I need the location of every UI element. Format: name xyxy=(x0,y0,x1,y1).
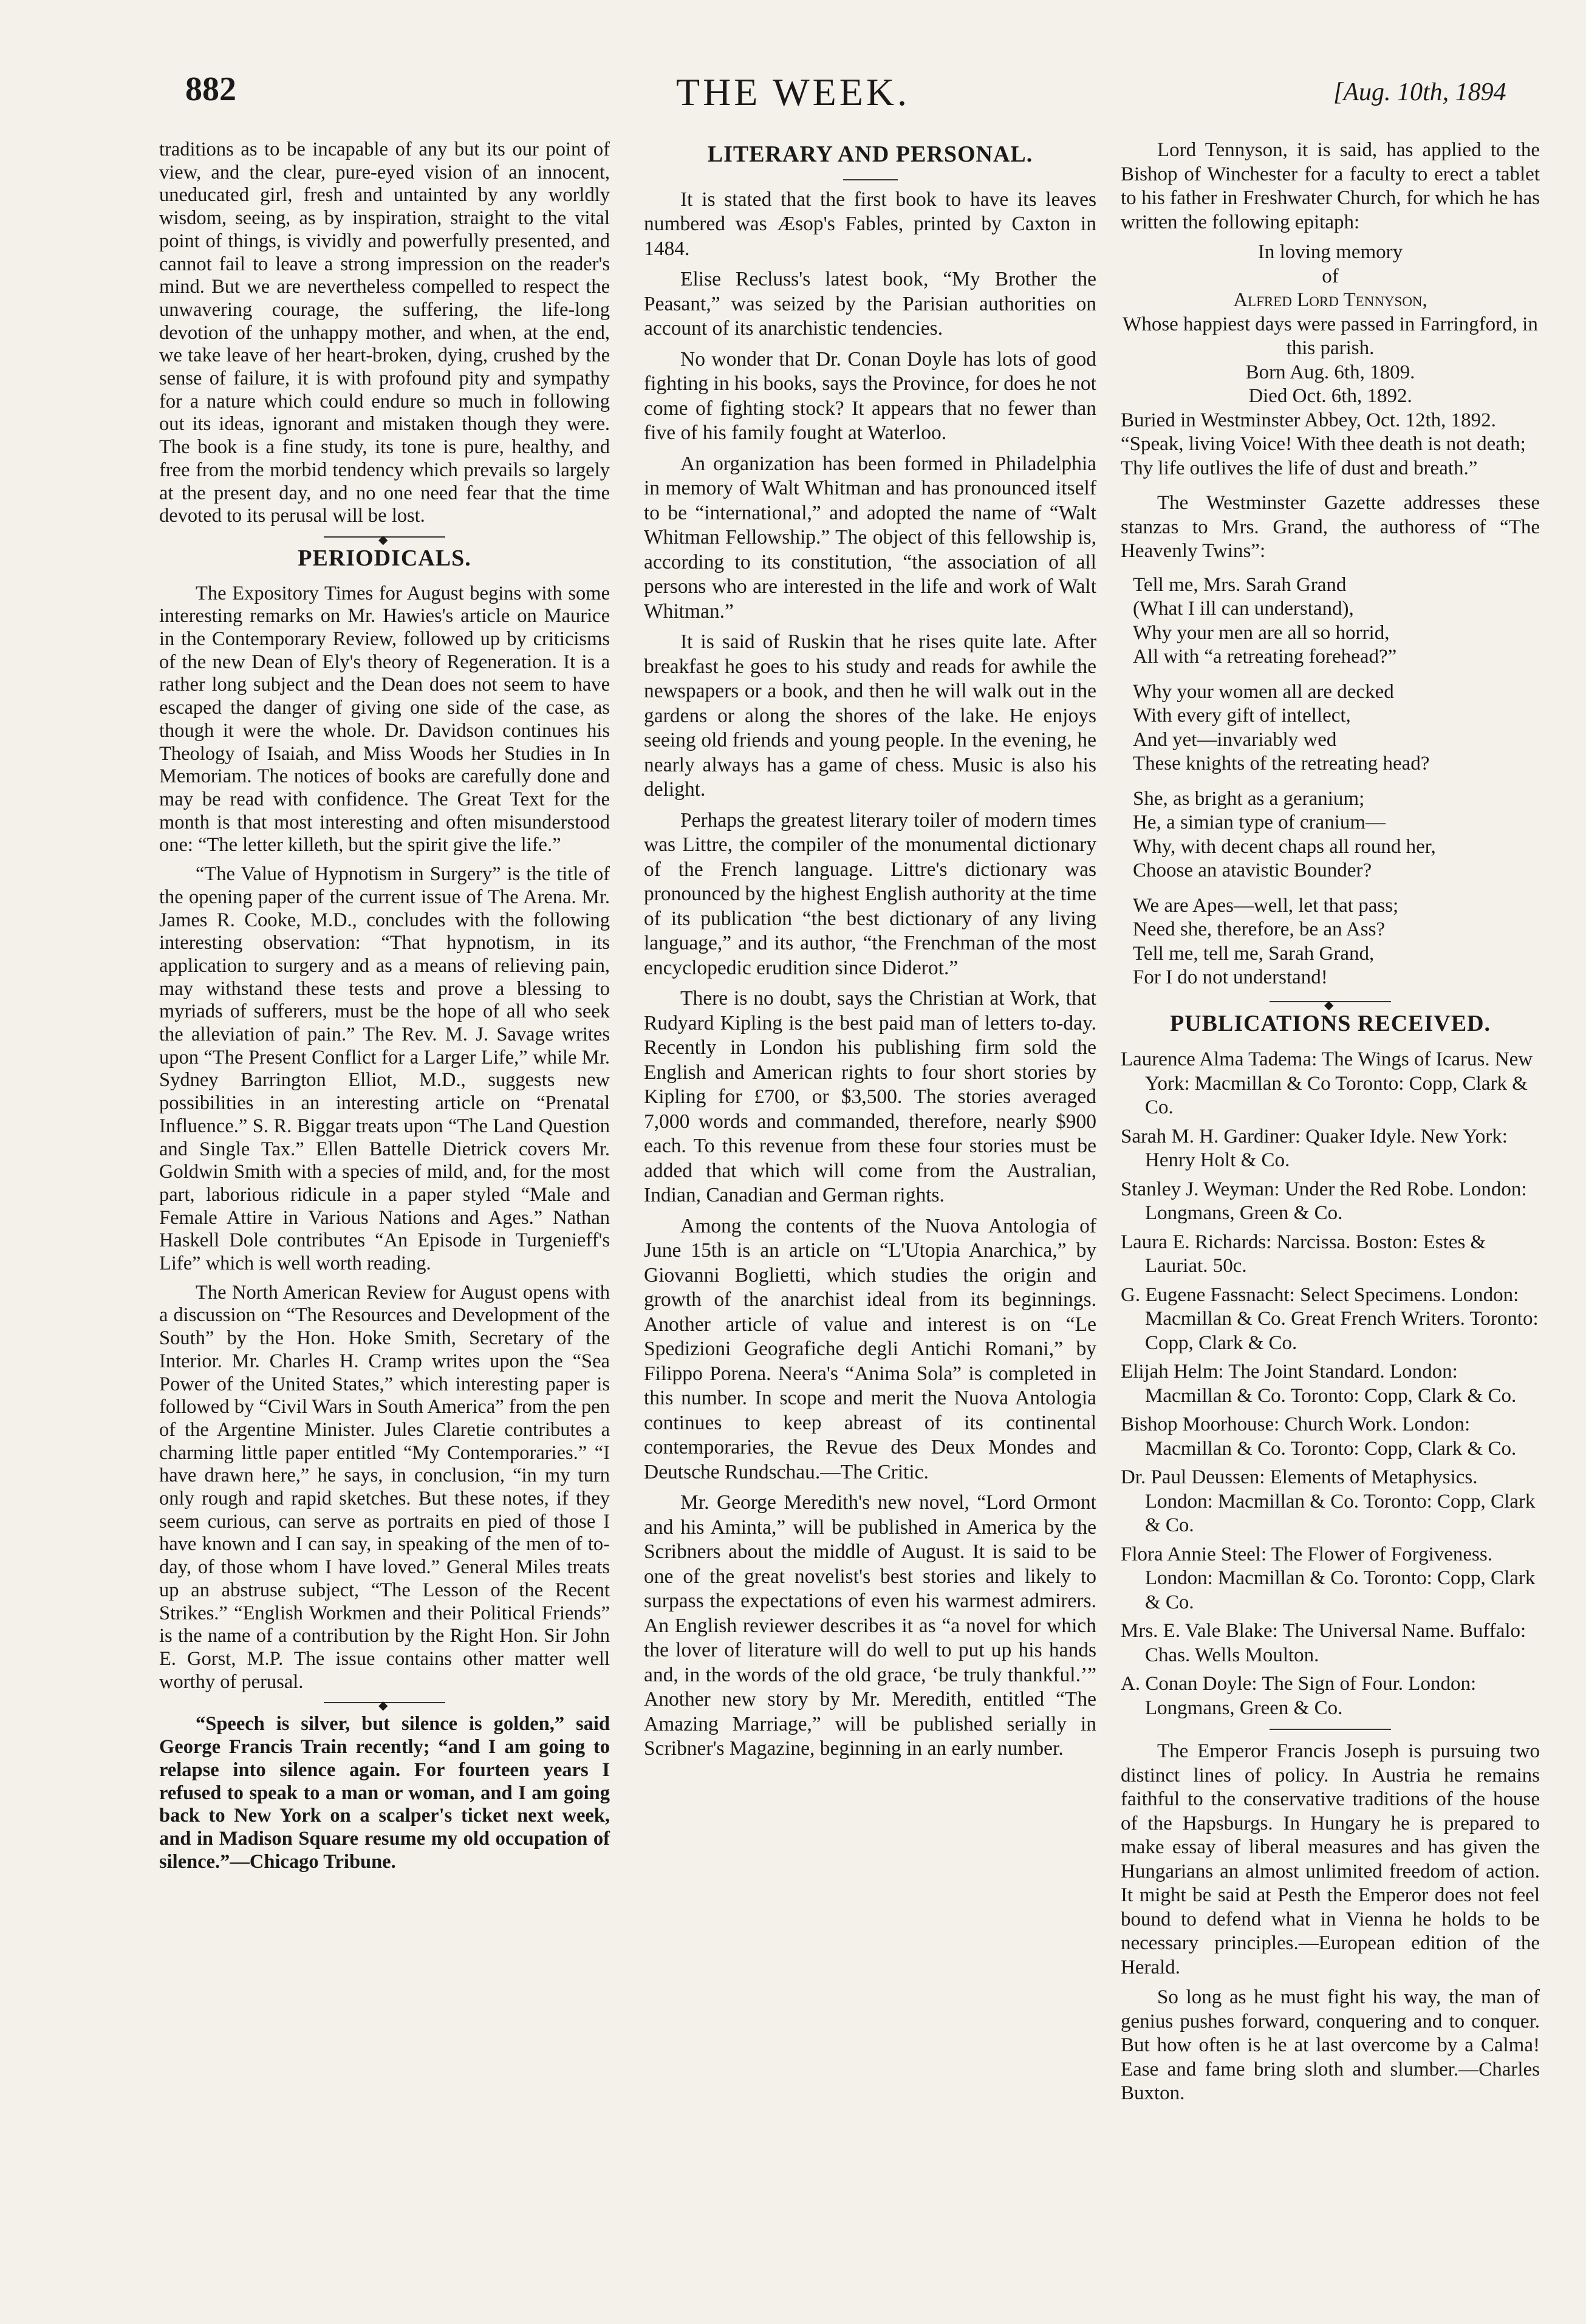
epitaph-line: Thy life outlives the life of dust and breath.” xyxy=(1121,457,1478,479)
north-american-review-paragraph: The North American Review for August opens with a discussion on “The Resources and Development of the South” by the Hon. Hoke Smith, Secretary of the Interior. Mr. Charles H. Cramp writes upon the “Sea Power of the United States,” which interesting paper is followed by “Civil Wars in South America” from the pen of the Argentine Minister. Jules Claretie contributes a charming little paper entitled “My Contemporaries.” “I have drawn here,” he says, in conclusion, “in my turn only rough and rapid sketches. But these notes, if they seem curious, can serve as portraits en pied of those I have known and I can say, in speaking of the men of to-day, of those whom I have loved.” General Miles treats up an abstruse subject, “The Lesson of the Recent Strikes.” “English Workmen and their Political Friends” is the name of a contribution by the Right Hon. Sir John E. Gorst, M.P. The issue contains other matter well worthy of perusal. xyxy=(159,1281,610,1693)
poem-line: Why your women all are decked xyxy=(1133,680,1394,703)
epitaph-line: In loving memory xyxy=(1257,241,1403,263)
publications-heading: PUBLICATIONS RECEIVED. xyxy=(1169,1010,1491,1036)
westminster-paragraph: The Westminster Gazette addresses these stanzas to Mrs. Grand, the authoress of “The Heavenly Twins”: xyxy=(1121,492,1540,562)
sarah-grand-poem xyxy=(1133,573,1540,990)
periodicals-heading: PERIODICALS. xyxy=(298,545,471,571)
poem-line: Choose an atavistic Bounder? xyxy=(1133,860,1372,881)
poem-stanza xyxy=(1133,573,1540,669)
poem-line: Why your men are all so horrid, xyxy=(1133,621,1390,644)
poem-line: (What I ill can understand), xyxy=(1133,598,1354,620)
poem-stanza xyxy=(1133,680,1540,776)
publications-list xyxy=(1121,1048,1540,1720)
issue-date: [Aug. 10th, 1894 xyxy=(1333,78,1506,106)
section-divider xyxy=(1270,1001,1391,1002)
section-divider xyxy=(324,1702,445,1703)
publication-entry: Mrs. E. Vale Blake: The Universal Name. Buffalo: Chas. Wells Moulton. xyxy=(1121,1620,1526,1666)
publication-entry: Sarah M. H. Gardiner: Quaker Idyle. New York: Henry Holt & Co. xyxy=(1121,1125,1508,1171)
expository-times-paragraph: The Expository Times for August begins with some interesting remarks on Mr. Hawies's article on Maurice in the Contemporary Review, followed up by criticisms of the new Dean of Ely's theory of Regeneration. It is a rather long subject and the Dean does not seem to have escaped the danger of giving one side of the case, as though it were the whole. Dr. Davidson continues his Theology of Isaiah, and Miss Woods her Studies in In Memoriam. The notices of books are carefully done and may be read with confidence. The Great Text for the month is that most interesting and often misunderstood one: “The letter killeth, but the spirit give the life.” xyxy=(159,582,610,856)
poem-line: And yet—invariably wed xyxy=(1133,728,1337,751)
epitaph-line: of xyxy=(1322,265,1339,287)
epitaph-line: “Speak, living Voice! With thee death is not death; xyxy=(1121,433,1526,455)
column-left xyxy=(159,138,610,1879)
poem-line: Need she, therefore, be an Ass? xyxy=(1133,918,1386,940)
heading-rule xyxy=(843,179,898,180)
news-item: Perhaps the greatest literary toiler of modern times was Littre, the compiler of the monumental dictionary of the French language. Littre's dictionary was pronounced by the highest English authority at the time of its publication “the best dictionary of any living language,” and its author, “the Frenchman of the most encyclopedic erudition since Diderot.” xyxy=(644,808,1096,979)
epitaph-line: Alfred Lord Tennyson, xyxy=(1233,289,1427,311)
poem-line: We are Apes—well, let that pass; xyxy=(1133,894,1399,917)
news-item: Elise Recluss's latest book, “My Brother the Peasant,” was seized by the Parisian authorities on account of its anarchistic tendencies. xyxy=(644,268,1096,340)
train-quote-text: “Speech is silver, but silence is golden,” said George Francis Train recently; “and I am going to relapse into silence again. For fourteen years I refused to speak to a man or woman, and I am going back to New York on a scalper's ticket next week, and in Madison Square resume my old occupation of silence.”—Chicago Tribune. xyxy=(159,1713,610,1873)
epitaph-line: Died Oct. 6th, 1892. xyxy=(1248,385,1412,407)
publication-entry: G. Eugene Fassnacht: Select Specimens. London: Macmillan & Co. Great French Writers. Toronto: Copp, Clark & Co. xyxy=(1121,1283,1539,1354)
train-quote xyxy=(159,1713,610,1873)
news-item: It is stated that the first book to have its leaves numbered was Æsop's Fables, printed by Caxton in 1484. xyxy=(644,188,1096,260)
publication-entry: A. Conan Doyle: The Sign of Four. London: Longmans, Green & Co. xyxy=(1121,1673,1477,1719)
genius-paragraph: So long as he must fight his way, the man of genius pushes forward, conquering and to conquer. But how often is he at last overcome by a Calma! Ease and fame bring sloth and slumber.—Charles Buxton. xyxy=(1121,1986,1540,2104)
publication-entry: Stanley J. Weyman: Under the Red Robe. London: Longmans, Green & Co. xyxy=(1121,1178,1527,1224)
column-middle xyxy=(644,138,1096,1768)
publication-entry: Flora Annie Steel: The Flower of Forgiveness. London: Macmillan & Co. Toronto: Copp, Clark & Co. xyxy=(1121,1543,1536,1613)
arena-paragraph: “The Value of Hypnotism in Surgery” is the title of the opening paper of the current issue of The Arena. Mr. James R. Cooke, M.D., concludes with the following interesting observation: “That hypnotism, in its application to surgery and as a means of relieving pain, may withstand these tests and prove a blessing to myriads of sufferers, must be the hope of all who seek the alleviation of pain.” The Rev. M. J. Savage writes upon “The Present Conflict for a Larger Life,” while Mr. Sydney Barrington Elliot, M.D., suggests new possibilities in an interesting article on “Prenatal Influence.” S. R. Biggar treats upon “The Land Question and Single Tax.” Ellen Battelle Dietrick covers Mr. Goldwin Smith with a species of mild, and, for the most part, laborious ridicule in a paper styled “Male and Female Attire in Various Nations and Ages.” Nathan Haskell Dole contributes “An Episode in Turgenieff's Life” which is well worth reading. xyxy=(159,863,610,1275)
masthead-title: THE WEEK. xyxy=(675,70,911,114)
poem-line: With every gift of intellect, xyxy=(1133,705,1351,726)
poem-line: For I do not understand! xyxy=(1133,966,1328,988)
publication-entry: Laurence Alma Tadema: The Wings of Icarus. New York: Macmillan & Co Toronto: Copp, Clark & Co. xyxy=(1121,1048,1533,1118)
news-item: No wonder that Dr. Conan Doyle has lots of good fighting in his books, says the Province, for does he not come of fighting stock? It appears that no fewer than five of his family fought at Waterloo. xyxy=(644,347,1096,444)
section-divider xyxy=(324,536,445,538)
poem-line: Why, with decent chaps all round her, xyxy=(1133,835,1436,858)
review-conclusion: traditions as to be incapable of any but its our point of view, and the clear, pure-eyed vision of an innocent, uneducated girl, fresh and untainted by any worldly wisdom, seeing, as by inspiration, straight to the vital point of things, is vividly and powerfully presented, and cannot fail to leave a strong impression on the reader's mind. But we are nevertheless compelled to respect the unwavering courage, the suffering, the life-long devotion of the unhappy mother, and when, at the end, we take leave of her heart-broken, dying, crushed by the sense of failure, it is with profound pity and sympathy for a nature which could endure so much in following out its ideas, ignorant and mistaken though they were. The book is a fine study, its tone is pure, healthy, and free from the morbid tendency which prevails so largely at the present day, and no one need fear that the time devoted to its perusal will be lost. xyxy=(159,138,610,527)
poem-stanza xyxy=(1133,894,1540,990)
publication-entry: Dr. Paul Deussen: Elements of Metaphysics. London: Macmillan & Co. Toronto: Copp, Clark & Co. xyxy=(1121,1466,1536,1536)
poem-stanza xyxy=(1133,787,1540,883)
publication-entry: Laura E. Richards: Narcissa. Boston: Estes & Lauriat. 50c. xyxy=(1121,1231,1486,1277)
news-item: Mr. George Meredith's new novel, “Lord Ormont and his Aminta,” will be published in America by the Scribners about the middle of August. It is said to be one of the great novelist's best stories and likely to surpass the expectations of even his warmest admirers. An English reviewer describes it as “a novel for which the lover of literature will do well to put up his hands and, in the words of the old grace, ‘be truly thankful.’” Another new story by Mr. Meredith, entitled “The Amazing Marriage,” will be published serially in Scribner's Magazine, beginning in an early number. xyxy=(644,1491,1096,1760)
column-right xyxy=(1121,138,1540,2112)
epitaph-line: Buried in Westminster Abbey, Oct. 12th, 1892. xyxy=(1121,409,1496,431)
emperor-paragraph: The Emperor Francis Joseph is pursuing two distinct lines of policy. In Austria he remains faithful to the conservative traditions of the house of the Hapsburgs. In Hungary he is prepared to make essay of liberal measures and has given the Hungarians an almost unlimited freedom of action. It might be said at Pesth the Emperor does not feel bound to defend what in Vienna he holds to be necessary principles.—European edition of the Herald. xyxy=(1121,1740,1540,1978)
poem-line: Tell me, tell me, Sarah Grand, xyxy=(1133,942,1375,965)
poem-line: She, as bright as a geranium; xyxy=(1133,787,1365,810)
publication-entry: Elijah Helm: The Joint Standard. London: Macmillan & Co. Toronto: Copp, Clark & Co. xyxy=(1121,1361,1517,1407)
poem-line: Tell me, Mrs. Sarah Grand xyxy=(1133,573,1347,596)
tennyson-paragraph: Lord Tennyson, it is said, has applied to the Bishop of Winchester for a faculty to erect a tablet to his father in Freshwater Church, for which he has written the following epitaph: xyxy=(1121,139,1540,233)
epitaph-line: Born Aug. 6th, 1809. xyxy=(1245,361,1415,383)
literary-personal-heading: LITERARY AND PERSONAL. xyxy=(707,142,1033,167)
news-item: An organization has been formed in Philadelphia in memory of Walt Whitman and has pronounced itself to be “international,” and adopted the name of “Walt Whitman Fellowship.” The object of this fellowship is, according to its constitution, “the association of all persons who are interested in the life and work of Walt Whitman.” xyxy=(644,452,1096,623)
news-item: It is said of Ruskin that he rises quite late. After breakfast he goes to his study and reads for awhile the newspapers or a book, and then he will walk out in the gardens or along the shores of the lake. He enjoys seeing old friends and young people. In the evening, he nearly always has a game of chess. Music is also his delight. xyxy=(644,631,1096,801)
publication-entry: Bishop Moorhouse: Church Work. London: Macmillan & Co. Toronto: Copp, Clark & Co. xyxy=(1121,1413,1517,1460)
page-number: 882 xyxy=(185,70,236,108)
poem-line: He, a simian type of cranium— xyxy=(1133,812,1386,833)
news-item: Among the contents of the Nuova Antologia of June 15th is an article on “L'Utopia Anarchica,” by Giovanni Boglietti, which studies the origin and growth of the anarchist ideal from its beginnings. Another article of value and interest is on “Le Spedizioni Geografiche degli Antichi Romani,” by Filippo Porena. Neera's “Anima Sola” is completed in this number. In scope and merit the Nuova Antologia continues to keep abreast of its continental contemporaries, the Revue des Deux Mondes and Deutsche Rundschau.—The Critic. xyxy=(644,1214,1096,1483)
epitaph-line: Whose happiest days were passed in Farringford, in this parish. xyxy=(1123,313,1538,359)
news-item: There is no doubt, says the Christian at Work, that Rudyard Kipling is the best paid man of letters to-day. Recently in London his publishing firm sold the English and American rights to four short stories by Kipling for £700, or $3,500. The stories averaged 7,000 words and commanded, therefore, nearly $900 each. To this revenue from these four stories must be added that which will come from the Australian, Indian, Canadian and German rights. xyxy=(644,987,1096,1206)
section-divider xyxy=(1270,1729,1391,1730)
tennyson-epitaph xyxy=(1121,241,1540,480)
poem-line: These knights of the retreating head? xyxy=(1133,753,1430,774)
poem-line: All with “a retreating forehead?” xyxy=(1133,646,1397,668)
